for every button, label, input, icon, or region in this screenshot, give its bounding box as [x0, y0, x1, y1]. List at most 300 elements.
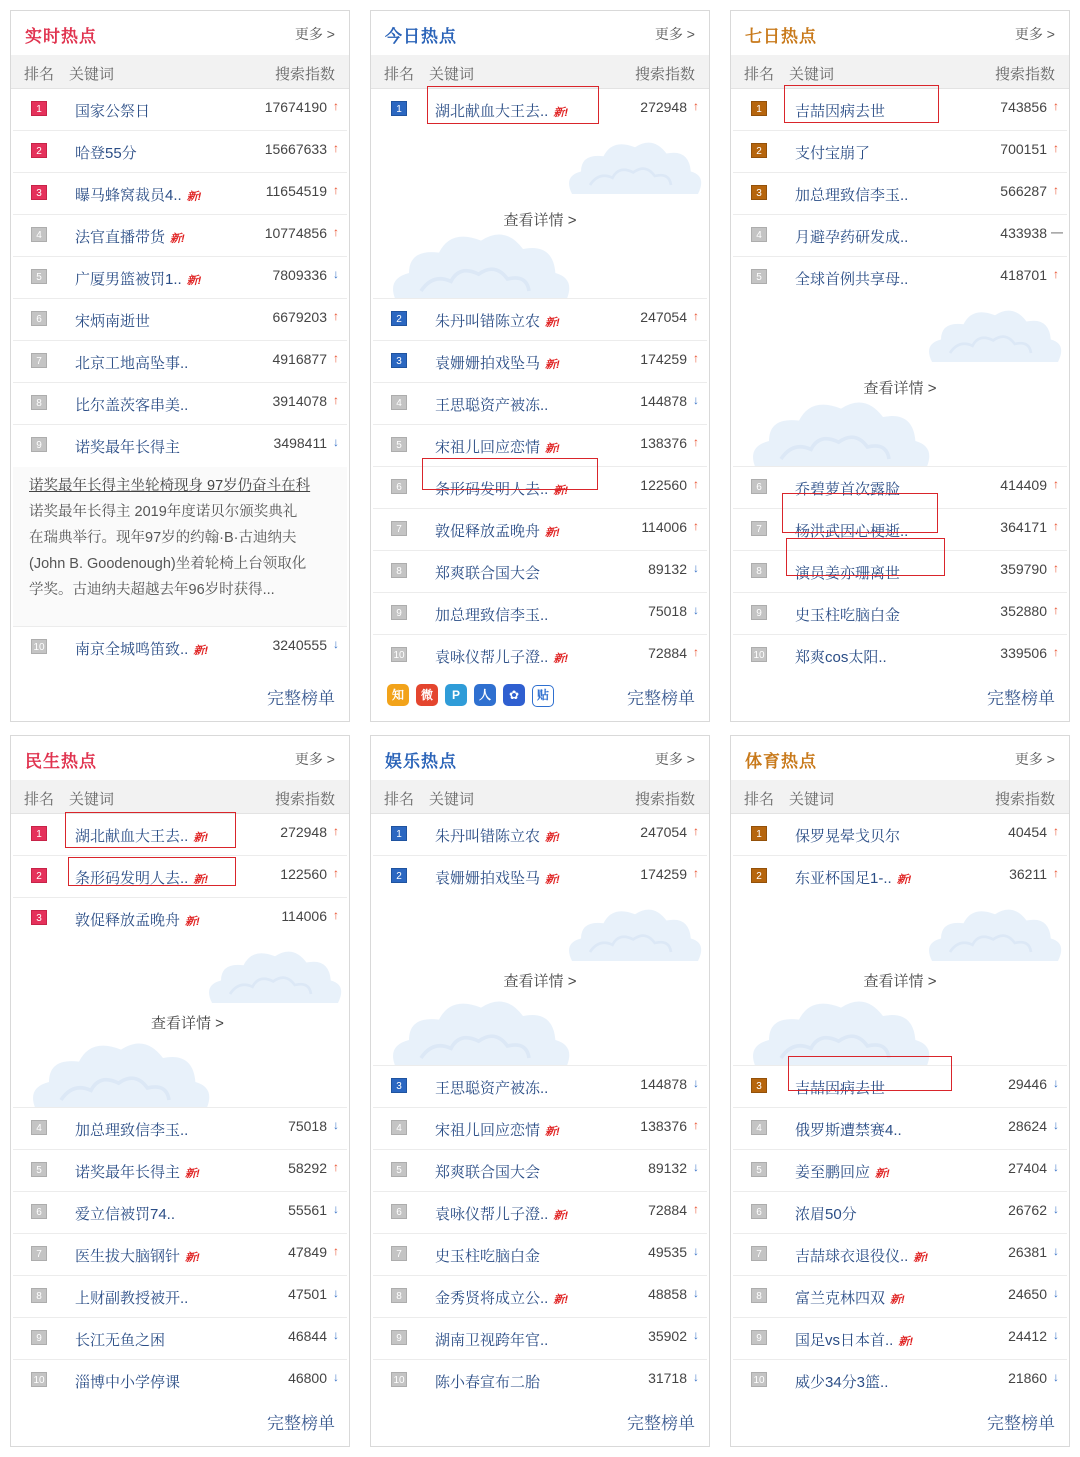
table-row[interactable]: [373, 856, 707, 898]
rank-badge: 9: [31, 1330, 47, 1345]
keyword-link[interactable]: [435, 1077, 548, 1098]
rank-badge: 4: [31, 1120, 47, 1135]
search-index-value: 414409: [1000, 477, 1047, 493]
table-row[interactable]: [13, 1234, 347, 1276]
rank-badge: 2: [31, 868, 47, 883]
table-row[interactable]: [373, 1192, 707, 1234]
keyword-link[interactable]: [435, 1203, 568, 1224]
cloud-decoration-icon: [923, 898, 1067, 970]
rank-badge: 2: [751, 143, 767, 158]
keyword-link[interactable]: [75, 394, 188, 415]
keyword-link[interactable]: [435, 867, 560, 888]
keyword-link[interactable]: [75, 268, 201, 289]
keyword-link[interactable]: [795, 646, 887, 667]
table-row[interactable]: [733, 1318, 1067, 1360]
keyword-link[interactable]: [795, 142, 870, 163]
keyword-link[interactable]: [75, 1203, 175, 1224]
keyword-link[interactable]: [795, 1161, 890, 1182]
keyword-link[interactable]: [75, 1119, 188, 1140]
keyword-link[interactable]: [435, 1245, 540, 1266]
keyword-link[interactable]: [435, 825, 560, 846]
trend-down-icon: ↓: [693, 1160, 699, 1174]
table-row[interactable]: [373, 1108, 707, 1150]
new-badge: 新!: [545, 317, 560, 329]
news-summary[interactable]: [13, 467, 347, 627]
col-rank: 排名: [384, 66, 415, 83]
keyword-text: 威少34分3篮..: [795, 1374, 889, 1391]
new-badge: 新!: [553, 1210, 569, 1222]
rank-badge: 3: [31, 185, 47, 200]
summary-line: 学奖。古迪纳夫超越去年96岁时获得...: [29, 582, 275, 598]
col-rank: 排名: [24, 66, 55, 83]
table-row[interactable]: [13, 1318, 347, 1360]
summary-title[interactable]: 诺奖最年长得主坐轮椅现身 97岁仍奋斗在科: [29, 478, 311, 494]
keyword-link[interactable]: [435, 520, 560, 541]
trend-down-icon: ↓: [693, 1286, 699, 1300]
column-header: [371, 780, 709, 814]
keyword-text: 史玉柱吃脑白金: [435, 1248, 541, 1265]
keyword-text: 陈小春宣布二胎: [435, 1374, 541, 1391]
panel-title: 娱乐热点: [385, 752, 457, 771]
rank-badge: 8: [751, 563, 767, 578]
trend-up-icon: ↑: [693, 351, 699, 365]
trend-down-icon: ↓: [1053, 1160, 1059, 1174]
table-row[interactable]: [733, 215, 1067, 257]
rank-badge: 8: [31, 1288, 47, 1303]
rank-badge: 1: [31, 826, 47, 841]
trend-down-icon: ↓: [693, 1370, 699, 1384]
search-index-value: 49535: [648, 1244, 687, 1260]
keyword-link[interactable]: [795, 1287, 905, 1308]
panel-sports-hot: [730, 735, 1070, 1447]
rank-badge: 7: [751, 1246, 767, 1261]
trend-up-icon: ↑: [333, 1160, 339, 1174]
table-row[interactable]: [373, 299, 707, 341]
new-badge: 新!: [896, 874, 912, 886]
keyword-link[interactable]: [75, 1287, 188, 1308]
table-row[interactable]: [733, 1150, 1067, 1192]
new-badge: 新!: [545, 1126, 560, 1138]
trend-up-icon: ↑: [1053, 183, 1059, 197]
share-icons: [387, 684, 561, 707]
keyword-text: 北京工地高坠事..: [75, 355, 189, 372]
trend-down-icon: ↓: [693, 603, 699, 617]
table-row[interactable]: [13, 173, 347, 215]
table-row[interactable]: [13, 341, 347, 383]
keyword-link[interactable]: [75, 100, 150, 121]
rank-badge: 8: [751, 1288, 767, 1303]
keyword-link[interactable]: [75, 1161, 200, 1182]
search-index-value: 17674190: [264, 99, 327, 115]
table-row[interactable]: [13, 1276, 347, 1318]
col-index: 搜索指数: [274, 791, 335, 808]
keyword-link[interactable]: [75, 638, 208, 659]
panel-title: 民生热点: [25, 752, 97, 771]
trend-up-icon: ↑: [333, 351, 339, 365]
keyword-text: 广厦男篮被罚1..: [75, 271, 182, 288]
search-index-value: 48858: [648, 1286, 687, 1302]
search-index-value: 144878: [640, 1076, 687, 1092]
rank-badge: 6: [751, 479, 767, 494]
table-row[interactable]: [13, 89, 347, 131]
panel-header: [371, 11, 709, 55]
detail-link[interactable]: 查看详情 >: [503, 973, 577, 990]
rank-badge: 3: [751, 185, 767, 200]
panel-header: [371, 736, 709, 780]
table-row[interactable]: [373, 1234, 707, 1276]
panel-title: 实时热点: [25, 27, 97, 46]
keyword-text: 保罗晃晕戈贝尔: [795, 828, 901, 845]
table-row[interactable]: [733, 635, 1067, 677]
search-index-value: 28624: [1008, 1118, 1047, 1134]
trend-down-icon: ↓: [693, 561, 699, 575]
search-index-value: 272948: [280, 824, 327, 840]
detail-link[interactable]: 查看详情 >: [863, 380, 937, 397]
keyword-link[interactable]: [795, 226, 908, 247]
weibo-icon[interactable]: 微: [416, 684, 438, 706]
keyword-text: 郑爽联合国大会: [435, 565, 541, 582]
keyword-link[interactable]: [435, 436, 560, 457]
keyword-text: 浓眉50分: [795, 1206, 857, 1223]
full-list-link[interactable]: 完整榜单: [267, 689, 335, 708]
trend-down-icon: ↓: [1053, 1286, 1059, 1300]
more-link[interactable]: 更多 >: [1014, 26, 1055, 42]
trend-up-icon: ↑: [1053, 141, 1059, 155]
search-index-value: 144878: [640, 393, 687, 409]
table-row[interactable]: [733, 593, 1067, 635]
keyword-link[interactable]: [795, 825, 900, 846]
trend-down-icon: ↓: [693, 1244, 699, 1258]
keyword-link[interactable]: [435, 1329, 548, 1350]
full-list-link[interactable]: 完整榜单: [627, 689, 695, 708]
keyword-text: 哈登55分: [75, 145, 137, 162]
table-row[interactable]: [13, 299, 347, 341]
table-row[interactable]: [373, 383, 707, 425]
rank-badge: 6: [391, 1204, 407, 1219]
search-index-value: 138376: [640, 1118, 687, 1134]
keyword-text: 姜至鹏回应: [795, 1164, 871, 1181]
cloud-decoration-icon: [385, 986, 577, 1066]
table-row[interactable]: [13, 627, 347, 669]
search-index-value: 27404: [1008, 1160, 1047, 1176]
table-row[interactable]: [373, 1150, 707, 1192]
search-index-value: 122560: [640, 477, 687, 493]
highlight-box: [782, 493, 938, 533]
rank-badge: 4: [31, 227, 47, 242]
keyword-text: 吉喆因病去世: [795, 103, 886, 120]
keyword-text: 袁咏仪帮儿子澄..: [435, 649, 549, 666]
tie-icon[interactable]: 贴: [532, 685, 554, 707]
table-row[interactable]: [13, 1108, 347, 1150]
keyword-link[interactable]: [435, 646, 568, 667]
keyword-link[interactable]: [75, 1329, 165, 1350]
keyword-text: 全球首例共享母..: [795, 271, 909, 288]
detail-link[interactable]: 查看详情 >: [503, 212, 577, 229]
keyword-text: 王思聪资产被冻..: [435, 1080, 549, 1097]
rank-badge: 8: [391, 1288, 407, 1303]
trend-up-icon: ↑: [1053, 477, 1059, 491]
search-index-value: 15667633: [264, 141, 327, 157]
search-index-value: 4916877: [272, 351, 327, 367]
rank-list: [11, 89, 349, 669]
table-row[interactable]: [13, 1360, 347, 1402]
table-row[interactable]: [13, 215, 347, 257]
keyword-link[interactable]: [795, 268, 908, 289]
keyword-text: 东亚杯国足1-..: [795, 870, 892, 887]
keyword-link[interactable]: [435, 604, 548, 625]
keyword-text: 湖北献血大王去..: [435, 103, 549, 120]
trend-up-icon: ↑: [693, 1118, 699, 1132]
rank-badge: 1: [751, 826, 767, 841]
full-list-link[interactable]: 完整榜单: [987, 689, 1055, 708]
table-row[interactable]: [13, 898, 347, 940]
detail-link[interactable]: 查看详情 >: [151, 1015, 224, 1032]
search-index-value: 72884: [648, 645, 687, 661]
keyword-link[interactable]: [795, 1371, 888, 1392]
rank-list: [371, 814, 709, 1402]
search-index-value: 89132: [648, 561, 687, 577]
trend-down-icon: ↓: [693, 1076, 699, 1090]
panel-header: [731, 11, 1069, 55]
keyword-link[interactable]: [435, 352, 560, 373]
keyword-link[interactable]: [75, 184, 201, 205]
table-row[interactable]: [373, 551, 707, 593]
keyword-link[interactable]: [75, 142, 137, 163]
rank-badge: 9: [31, 437, 47, 452]
table-row[interactable]: [373, 635, 707, 677]
table-row[interactable]: [373, 509, 707, 551]
trend-up-icon: ↑: [333, 309, 339, 323]
keyword-link[interactable]: [435, 562, 540, 583]
keyword-link[interactable]: [75, 310, 150, 331]
search-index-value: 122560: [280, 866, 327, 882]
table-row[interactable]: [733, 1234, 1067, 1276]
trend-up-icon: ↑: [1053, 267, 1059, 281]
table-row[interactable]: [733, 1276, 1067, 1318]
col-rank: 排名: [384, 791, 415, 808]
search-index-value: 47501: [288, 1286, 327, 1302]
keyword-text: 上财副教授被开..: [75, 1290, 189, 1307]
trend-up-icon: ↑: [1053, 645, 1059, 659]
rank-badge: 9: [391, 1330, 407, 1345]
trend-up-icon: ↑: [1053, 866, 1059, 880]
keyword-link[interactable]: [795, 184, 908, 205]
rank-badge: 9: [391, 605, 407, 620]
search-index-value: 418701: [1000, 267, 1047, 283]
trend-up-icon: ↑: [1053, 519, 1059, 533]
keyword-text: 宋炳南逝世: [75, 313, 151, 330]
keyword-link[interactable]: [75, 909, 200, 930]
rank-badge: 10: [391, 1372, 407, 1387]
keyword-link[interactable]: [75, 226, 185, 247]
keyword-link[interactable]: [795, 604, 900, 625]
more-link[interactable]: 更多 >: [654, 751, 695, 767]
table-row[interactable]: [733, 131, 1067, 173]
keyword-text: 史玉柱吃脑白金: [795, 607, 901, 624]
trend-up-icon: ↑: [693, 99, 699, 113]
trend-flat-icon: —: [1051, 225, 1063, 239]
keyword-link[interactable]: [795, 867, 911, 888]
new-badge: 新!: [545, 832, 560, 844]
search-index-value: 7809336: [272, 267, 327, 283]
table-row[interactable]: [373, 341, 707, 383]
keyword-text: 演员姜亦珊离世: [795, 565, 901, 582]
keyword-text: 富兰克林四双: [795, 1290, 886, 1307]
keyword-text: 金秀贤将成立公..: [435, 1290, 549, 1307]
keyword-link[interactable]: [795, 1245, 928, 1266]
keyword-link[interactable]: [75, 1245, 200, 1266]
search-index-value: 35902: [648, 1328, 687, 1344]
search-index-value: 24412: [1008, 1328, 1047, 1344]
rank-badge: 1: [391, 826, 407, 841]
keyword-text: 诺奖最年长得主: [75, 439, 181, 456]
keyword-link[interactable]: [75, 436, 180, 457]
col-index: 搜索指数: [994, 791, 1055, 808]
panel-header: [11, 736, 349, 780]
table-row[interactable]: [13, 131, 347, 173]
keyword-link[interactable]: [435, 1371, 540, 1392]
detail-link[interactable]: 查看详情 >: [863, 973, 937, 990]
search-index-value: 36211: [1009, 866, 1047, 882]
col-index: 搜索指数: [994, 66, 1055, 83]
keyword-text: 朱丹叫错陈立农: [435, 828, 541, 845]
table-row[interactable]: [733, 1360, 1067, 1402]
table-row[interactable]: [13, 257, 347, 299]
keyword-link[interactable]: [435, 1119, 560, 1140]
rank-badge: 5: [31, 1162, 47, 1177]
table-row[interactable]: [373, 593, 707, 635]
search-index-value: 352880: [1000, 603, 1047, 619]
keyword-link[interactable]: [435, 1161, 540, 1182]
more-link[interactable]: 更多 >: [1014, 751, 1055, 767]
keyword-text: 法官直播带货: [75, 229, 166, 246]
keyword-link[interactable]: [435, 310, 560, 331]
keyword-text: 医生拔大脑钢针: [75, 1248, 181, 1265]
rank-badge: 3: [751, 1078, 767, 1093]
detail-card[interactable]: [733, 299, 1067, 467]
detail-card[interactable]: [733, 898, 1067, 1066]
table-row[interactable]: [13, 1192, 347, 1234]
rank-badge: 1: [31, 101, 47, 116]
rank-badge: 10: [391, 647, 407, 662]
table-row[interactable]: [733, 814, 1067, 856]
rank-badge: 4: [751, 227, 767, 242]
full-list-link[interactable]: 完整榜单: [267, 1414, 335, 1433]
search-index-value: 21860: [1008, 1370, 1047, 1386]
keyword-link[interactable]: [75, 352, 188, 373]
table-row[interactable]: [13, 1150, 347, 1192]
column-header: [731, 55, 1069, 89]
table-row[interactable]: [733, 1192, 1067, 1234]
more-link[interactable]: 更多 >: [294, 26, 335, 42]
highlight-box: [68, 857, 236, 886]
more-link[interactable]: 更多 >: [294, 751, 335, 767]
new-badge: 新!: [890, 1294, 905, 1306]
search-index-value: 272948: [640, 99, 687, 115]
keyword-text: 吉喆因病去世: [795, 1080, 886, 1097]
full-list-link[interactable]: 完整榜单: [627, 1414, 695, 1433]
table-row[interactable]: [733, 1108, 1067, 1150]
cloud-decoration-icon: [563, 898, 707, 970]
rank-badge: 2: [31, 143, 47, 158]
keyword-link[interactable]: [795, 1329, 913, 1350]
trend-up-icon: ↑: [693, 824, 699, 838]
keyword-link[interactable]: [435, 394, 548, 415]
table-row[interactable]: [13, 383, 347, 425]
table-row[interactable]: [373, 1318, 707, 1360]
people-icon[interactable]: 人: [474, 684, 496, 706]
keyword-text: 淄博中小学停课: [75, 1374, 181, 1391]
table-row[interactable]: [733, 257, 1067, 299]
keyword-link[interactable]: [795, 1119, 902, 1140]
new-badge: 新!: [553, 485, 569, 497]
rank-badge: 6: [31, 311, 47, 326]
new-badge: 新!: [545, 359, 560, 371]
table-row[interactable]: [733, 856, 1067, 898]
cloud-decoration-icon: [745, 986, 937, 1066]
table-row[interactable]: [373, 814, 707, 856]
search-index-value: 26762: [1008, 1202, 1047, 1218]
col-keyword: 关键词: [69, 791, 115, 808]
search-index-value: 433938: [1000, 225, 1047, 241]
rank-badge: 7: [31, 353, 47, 368]
trend-down-icon: ↓: [1053, 1370, 1059, 1384]
tieba-icon[interactable]: P: [445, 684, 467, 706]
keyword-link[interactable]: [795, 1203, 857, 1224]
table-row[interactable]: [13, 425, 347, 467]
keyword-text: 支付宝崩了: [795, 145, 871, 162]
rank-badge: 10: [751, 1372, 767, 1387]
search-index-value: 11654519: [265, 183, 327, 199]
trend-up-icon: ↑: [333, 908, 339, 922]
detail-card[interactable]: [13, 940, 347, 1108]
keyword-text: 比尔盖茨客串美..: [75, 397, 189, 414]
search-index-value: 47849: [288, 1244, 327, 1260]
keyword-text: 加总理致信李玉..: [75, 1122, 189, 1139]
trend-down-icon: ↓: [1053, 1118, 1059, 1132]
detail-card[interactable]: [373, 898, 707, 1066]
cloud-decoration-icon: [385, 219, 577, 299]
new-badge: 新!: [545, 527, 560, 539]
keyword-text: 袁姗姗拍戏坠马: [435, 355, 541, 372]
rank-badge: 6: [31, 1204, 47, 1219]
table-row[interactable]: [373, 1276, 707, 1318]
more-link[interactable]: 更多 >: [654, 26, 695, 42]
full-list-link[interactable]: 完整榜单: [987, 1414, 1055, 1433]
table-row[interactable]: [733, 173, 1067, 215]
search-index-value: 40454: [1008, 824, 1047, 840]
keyword-link[interactable]: [435, 1287, 568, 1308]
zhidao-icon[interactable]: 知: [387, 684, 409, 706]
search-index-value: 89132: [648, 1160, 687, 1176]
search-index-value: 58292: [288, 1160, 327, 1176]
detail-card[interactable]: [373, 131, 707, 299]
rank-badge: 1: [751, 101, 767, 116]
table-row[interactable]: [373, 1360, 707, 1402]
panel-realtime-hot: [10, 10, 350, 722]
keyword-text: 郑爽联合国大会: [435, 1164, 541, 1181]
table-row[interactable]: [373, 1066, 707, 1108]
search-index-value: 174259: [640, 351, 687, 367]
trend-up-icon: ↑: [333, 824, 339, 838]
trend-down-icon: ↓: [1053, 1244, 1059, 1258]
new-badge: 新!: [185, 1168, 200, 1180]
baidu-paw-icon[interactable]: ✿: [503, 684, 525, 706]
search-index-value: 10774856: [264, 225, 327, 241]
highlight-box: [788, 1056, 952, 1091]
keyword-link[interactable]: [75, 1371, 180, 1392]
rank-list: [731, 814, 1069, 1402]
